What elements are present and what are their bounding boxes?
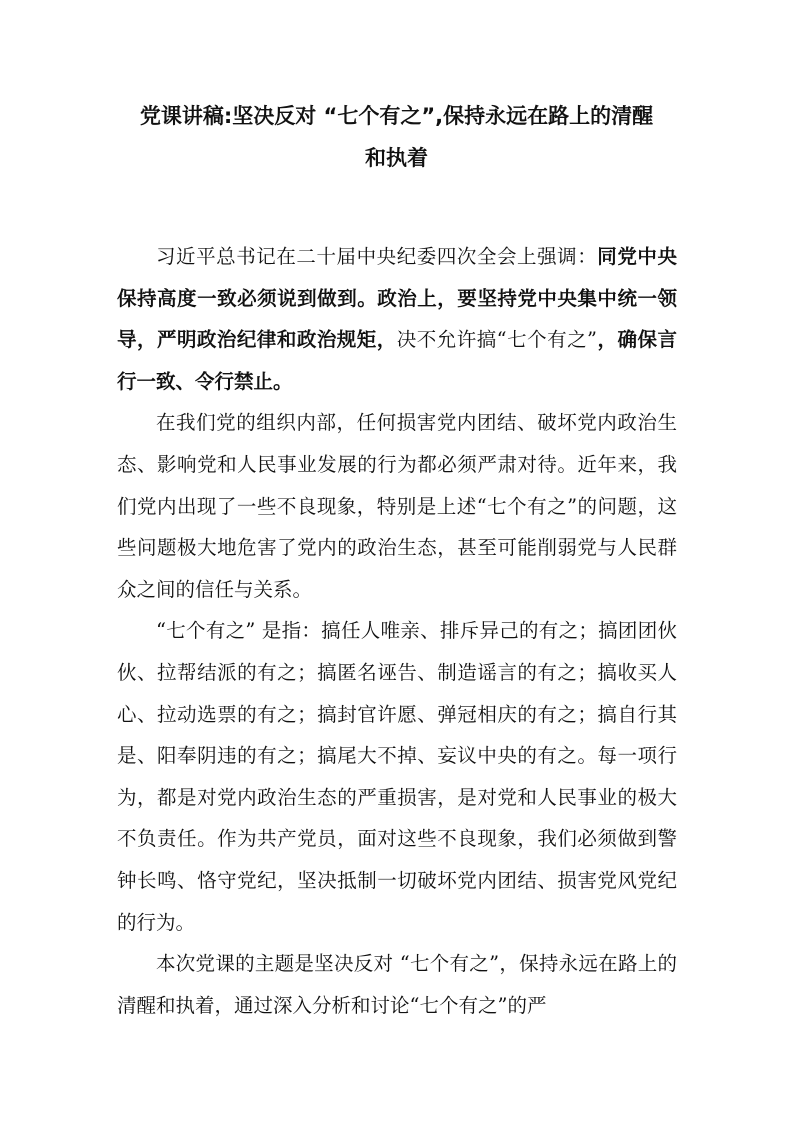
document-title-line-1: 党课讲稿:坚决反对 “七个有之”,保持永远在路上的清醒	[139, 104, 654, 128]
paragraph-3: “七个有之” 是指：搞任人唯亲、排斥异己的有之；搞团团伙伙、拉帮结派的有之；搞匿名诬告、制造谣言的有之；搞收买人心、拉动选票的有之；搞封官许愿、弹冠相庆的有之；搞自行其是、阳奉阴违的有之；搞尾大不掉、妄议中央的有之。每一项行为，都是对党内政治生态的严重损害，是对党和人民事业的极大不负责任。作为共产党员，面对这些不良现象，我们必须做到警钟长鸣、恪守党纪，坚决抵制一切破坏党内团结、损害党风党纪的行为。	[117, 619, 677, 934]
paragraph-1-bold-end: ，确保言行一致、令行禁止。	[117, 328, 677, 393]
document-title-line-2: 和执着	[365, 146, 428, 170]
paragraph-4: 本次党课的主题是坚决反对 “七个有之”，保持永远在路上的清醒和执着，通过深入分析和讨论“七个有之”的严	[117, 952, 677, 1017]
paragraph-1-bold-quote: 同党中央保持高度一致必须说到做到。政治上，要坚持党中央集中统一领导，严明政治纪律和政治规矩，	[117, 245, 677, 352]
paragraph-2: 在我们党的组织内部，任何损害党内团结、破坏党内政治生态、影响党和人民事业发展的行为都必须严肃对待。近年来，我们党内出现了一些不良现象，特别是上述“七个有之”的问题，这些问题极大地危害了党内的政治生态，甚至可能削弱党与人民群众之间的信任与关系。	[117, 411, 677, 601]
paragraph-1-plain: 决不允许搞“七个有之”	[396, 328, 598, 352]
document-body	[117, 236, 677, 1026]
paragraph-1-intro: 习近平总书记在二十届中央纪委四次全会上强调：	[156, 245, 598, 268]
paragraph-1	[117, 236, 677, 402]
